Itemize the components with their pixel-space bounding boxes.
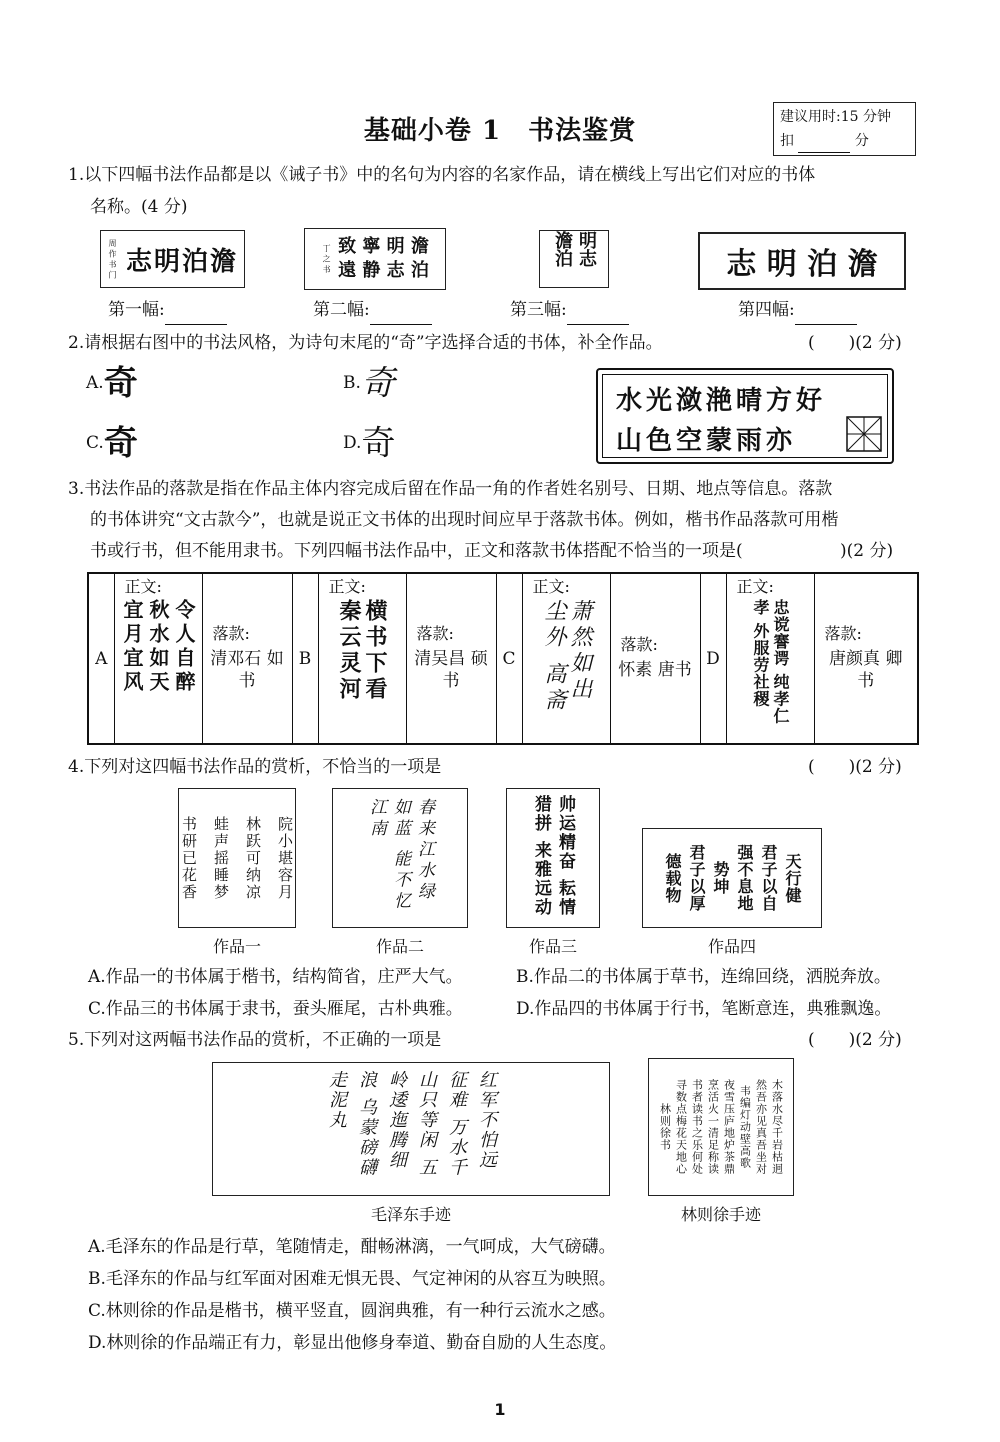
q2-option-a[interactable]: A.奇 [86, 363, 138, 404]
time-box [773, 102, 916, 156]
score-blank[interactable] [798, 135, 850, 153]
q1-answer-3: 第三幅: [510, 295, 629, 325]
q3-table [87, 572, 919, 745]
q4-work-2: 春来江水绿 如蓝 能不忆 江南 [332, 788, 468, 928]
q2-poem-frame [596, 368, 894, 464]
q2-option-c[interactable]: C.奇 [86, 423, 138, 464]
q5-mao-work: 红军不怕远征难 万水千山只等闲 五岭逶迤腾细浪 乌蒙磅礴走泥丸 [212, 1062, 610, 1196]
q5-score: ( )(2 分) [808, 1030, 902, 1050]
q4-line: 4.下列对这四幅书法作品的赏析，不恰当的一项是 [68, 757, 442, 777]
q3-line1: 3.书法作品的落款是指在作品主体内容完成后留在作品一角的作者姓名别号、日期、地点等信息。落款 [68, 479, 833, 499]
q5-option-d[interactable]: D.林则徐的作品端正有力，彰显出他修身奉道、勤奋自励的人生态度。 [88, 1333, 617, 1353]
poem-row-2: 山色空蒙雨亦 [616, 426, 797, 456]
q2-score: ( )(2 分) [808, 333, 902, 353]
q2-glyph-a: 奇 [103, 363, 138, 404]
q4-caption-3: 作品三 [528, 937, 577, 956]
q1-line1: 1.以下四幅书法作品都是以《诫子书》中的名句为内容的名家作品，请在横线上写出它们对应的书体 [68, 165, 816, 185]
q3-c-main: 正文: 萧然如出 尘外 高斋 [522, 573, 610, 744]
page-title: 基础小卷 1 书法鉴赏 [363, 116, 637, 146]
q5-option-a[interactable]: A.毛泽东的作品是行草，笔随情走，酣畅淋漓，一气呵成，大气磅礴。 [88, 1237, 616, 1257]
q2-line: 2.请根据右图中的书法风格，为诗句末尾的“奇”字选择合适的书体，补全作品。 [68, 333, 663, 353]
q3-letter-c[interactable]: C [496, 573, 522, 744]
q5-line: 5.下列对这两幅书法作品的赏析，不正确的一项是 [68, 1030, 442, 1050]
q4-option-c[interactable]: C.作品三的书体属于隶书，蚕头雁尾，古朴典雅。 [88, 999, 463, 1019]
q2-option-d[interactable]: D.奇 [343, 423, 396, 464]
q4-caption-4: 作品四 [707, 937, 756, 956]
answer-blank-4[interactable] [795, 305, 857, 325]
answer-blank-2[interactable] [370, 305, 432, 325]
q3-letter-d[interactable]: D [700, 573, 726, 744]
q4-score: ( )(2 分) [808, 757, 902, 777]
q3-letter-a[interactable]: A [88, 573, 114, 744]
q3-letter-b[interactable]: B [292, 573, 318, 744]
q1-work-2: 丁 之 书 致 寧 明 澹 遠 静 志 泊 [304, 228, 446, 290]
q3-a-sign: 落款: 清邓石 如书 [202, 573, 292, 744]
answer-blank-3[interactable] [567, 305, 629, 325]
q5-lin-work: 木落水尽千岩枯迥 然吾亦见真吾坐对 韦编灯动壁高歌 夜雪压庐地炉茶鼎 烹活火一清足称读 书者读书之乐何处 寻数点梅花天地心 林则徐书 [648, 1058, 794, 1196]
q3-d-sign: 落款: 唐颜真 卿书 [814, 573, 918, 744]
q1-work-3: 明志 澹泊 [539, 230, 609, 288]
q1-work-1: 周 作 书 门 志明泊澹 [100, 230, 245, 288]
q3-c-sign: 落款: 怀素 唐书 [610, 573, 700, 744]
q1-work-4: 志 明 泊 澹 [698, 232, 906, 290]
time-box-score: 扣 分 [780, 129, 909, 153]
q1-line2: 名称。(4 分) [90, 197, 188, 217]
q3-b-sign: 落款: 清吴昌 硕书 [406, 573, 496, 744]
blank-grid-icon [846, 416, 882, 452]
q5-caption-lin: 林则徐手迹 [680, 1205, 761, 1224]
q4-caption-1: 作品一 [212, 937, 261, 956]
q4-work-3: 帅运精奋 耘情猎拼 来雅远动 [506, 788, 600, 928]
q4-option-a[interactable]: A.作品一的书体属于楷书，结构简省，庄严大气。 [88, 967, 463, 987]
q3-score: )(2 分) [840, 541, 894, 561]
q3-b-main: 正文: 横书下看 秦云灵河 [318, 573, 406, 744]
q4-work-4: 天行健 君子以自 强不息地 势坤 君子以厚 德载物 [642, 828, 822, 928]
q2-glyph-c: 奇 [103, 423, 138, 464]
q5-caption-mao: 毛泽东手迹 [370, 1205, 451, 1224]
q3-line3: 书或行书，但不能用隶书。下列四幅书法作品中，正文和落款书体搭配不恰当的一项是( [90, 541, 743, 561]
q2-glyph-b: 奇 [360, 363, 395, 404]
q3-line2: 的书体讲究“文古款今”，也就是说正文书体的出现时间应早于落款书体。例如，楷书作品落款可用楷 [90, 510, 839, 530]
q1-answer-1: 第一幅: [108, 295, 227, 325]
page-number: 1 [494, 1400, 506, 1419]
q5-option-c[interactable]: C.林则徐的作品是楷书，横平竖直，圆润典雅，有一种行云流水之感。 [88, 1301, 616, 1321]
time-box-duration: 建议用时:15 分钟 [780, 109, 891, 125]
q4-caption-2: 作品二 [375, 937, 424, 956]
q3-a-main: 正文: 令人自醉 秋水如天 宜月宜风 [114, 573, 202, 744]
q1-answer-4: 第四幅: [738, 295, 857, 325]
q4-option-b[interactable]: B.作品二的书体属于草书，连绵回绕，洒脱奔放。 [516, 967, 891, 987]
poem-row-1: 水光潋滟晴方好 [616, 386, 827, 416]
q5-option-b[interactable]: B.毛泽东的作品与红军面对困难无惧无畏、气定神闲的从容互为映照。 [88, 1269, 616, 1289]
q4-work-1: 院小堪容月 林跃可纳凉 蛙声摇睡梦 书研已花香 [178, 788, 296, 928]
q2-glyph-d: 奇 [361, 423, 396, 464]
q1-answer-2: 第二幅: [313, 295, 432, 325]
q2-option-b[interactable]: B.奇 [343, 363, 395, 404]
q4-option-d[interactable]: D.作品四的书体属于行书，笔断意连，典雅飘逸。 [516, 999, 892, 1019]
q3-d-main: 正文: 忠谠謇谔 纯孝仁孝 外服劳社稷 [726, 573, 814, 744]
answer-blank-1[interactable] [165, 305, 227, 325]
